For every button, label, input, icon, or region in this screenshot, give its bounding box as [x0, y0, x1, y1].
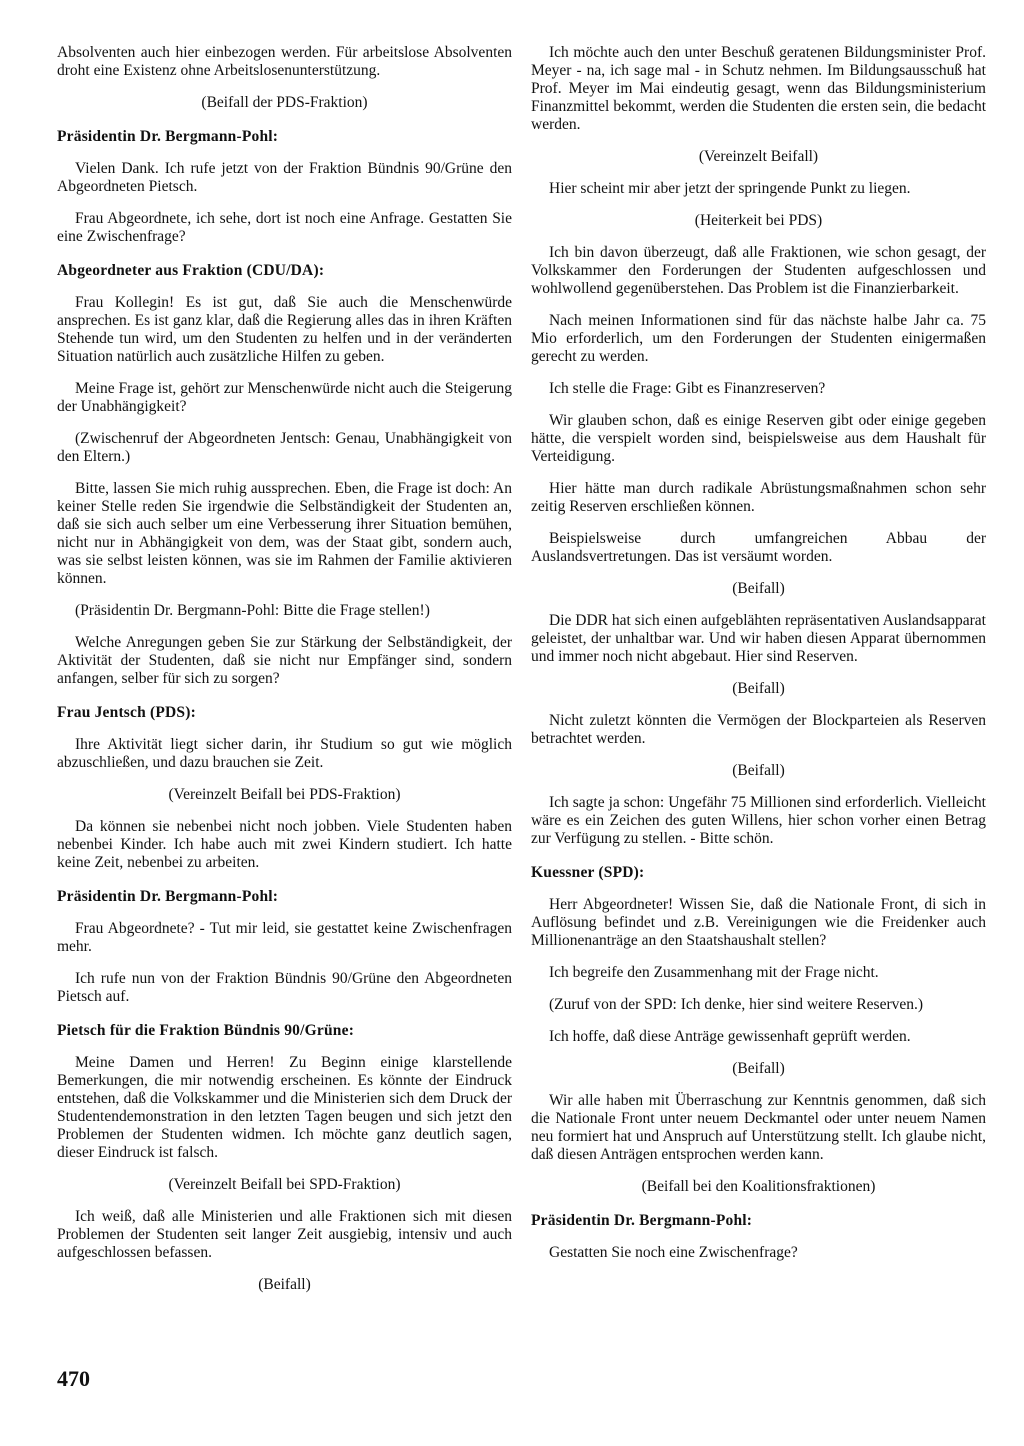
page-number: 470 — [57, 1366, 90, 1391]
paragraph: Meine Frage ist, gehört zur Menschenwürde nicht auch die Steigerung der Unabhängigkeit? — [57, 380, 512, 415]
interjection: (Beifall der PDS-Fraktion) — [201, 94, 368, 111]
speaker-heading: Präsidentin Dr. Bergmann-Pohl: — [57, 128, 279, 145]
interjection: (Beifall bei den Koalitionsfraktionen) — [641, 1178, 876, 1195]
paragraph: (Präsidentin Dr. Bergmann-Pohl: Bitte die Frage stellen!) — [75, 602, 430, 619]
paragraph: Ich sagte ja schon: Ungefähr 75 Millionen sind erforderlich. Vielleicht wäre es ein Zeichen des guten Willens, hier schon vorher einen Betrag zur Verfügung zu stellen. - Bitte schön. — [531, 794, 986, 847]
speaker-heading: Präsidentin Dr. Bergmann-Pohl: — [531, 1212, 753, 1229]
paragraph: Absolventen auch hier einbezogen werden. Für arbeitslose Absolventen droht eine Existenz ohne Arbeitslosenunterstützung. — [57, 44, 512, 79]
paragraph: Ihre Aktivität liegt sicher darin, ihr Studium so gut wie möglich abzuschließen, und dazu brauchen sie Zeit. — [57, 736, 512, 771]
paragraph: Meine Damen und Herren! Zu Beginn einige klarstellende Bemerkungen, die mir notwendig erscheinen. Es könnte der Eindruck entstehen, daß die Volkskammer und die Ministerien sich dem Druck der Studentendemonstration in den letzten Tagen beugen und sich jetzt den Problemen der Studenten widmen. Ich möchte ganz deutlich sagen, dieser Eindruck ist falsch. — [57, 1054, 512, 1161]
paragraph: Die DDR hat sich einen aufgeblähten repräsentativen Auslandsapparat geleistet, der unhaltbar war. Und wir haben diesen Apparat übernommen und immer noch nicht abgebaut. Hier sind Reserven. — [531, 612, 986, 665]
right-column — [531, 44, 986, 1276]
paragraph: Welche Anregungen geben Sie zur Stärkung der Selbständigkeit, der Aktivität der Studenten, daß sie nicht nur Empfänger sind, sondern anfangen, selber für sich zu sorgen? — [57, 634, 512, 687]
speaker-heading: Frau Jentsch (PDS): — [57, 704, 196, 721]
paragraph: Da können sie nebenbei nicht noch jobben. Viele Studenten haben nebenbei Kinder. Ich habe auch mit zwei Kindern studiert. Ich hatte keine Zeit, nebenbei zu arbeiten. — [57, 818, 512, 871]
paragraph: Bitte, lassen Sie mich ruhig aussprechen. Eben, die Frage ist doch: An keiner Stelle reden Sie irgendwie die Selbständigkeit der Studenten an, daß sie sich auch selber um eine Verbesserung ihrer Situation bemühen, nicht nur in Abhängigkeit von dem, was der Staat gibt, sondern auch, was sie selbst leisten können, was sie im Rahmen der Familie aktivieren können. — [57, 480, 512, 587]
paragraph: Beispielsweise durch umfangreichen Abbau der Auslandsvertretungen. Das ist versäumt worden. — [531, 530, 986, 565]
interjection: (Beifall) — [732, 762, 785, 779]
interjection: (Vereinzelt Beifall) — [698, 148, 819, 165]
interjection: (Beifall) — [732, 580, 785, 597]
speaker-heading: Pietsch für die Fraktion Bündnis 90/Grüne: — [57, 1022, 355, 1039]
interjection: (Beifall) — [258, 1276, 311, 1293]
speaker-heading: Präsidentin Dr. Bergmann-Pohl: — [57, 888, 279, 905]
paragraph: Ich bin davon überzeugt, daß alle Fraktionen, wie schon gesagt, der Volkskammer den Forderungen der Studenten aufgeschlossen und wohlwollend gegenüberstehen. Das Problem ist die Finanzierbarkeit. — [531, 244, 986, 297]
paragraph: Wir glauben schon, daß es einige Reserven gibt oder einige gegeben hätte, die verspielt worden sind, beispielsweise aus dem Haushalt für Verteidigung. — [531, 412, 986, 465]
paragraph: Hier hätte man durch radikale Abrüstungsmaßnahmen schon sehr zeitig Reserven erschließen können. — [531, 480, 986, 515]
interjection: (Beifall) — [732, 1060, 785, 1077]
paragraph: Ich rufe nun von der Fraktion Bündnis 90/Grüne den Abgeordneten Pietsch auf. — [57, 970, 512, 1005]
paragraph: Nicht zuletzt könnten die Vermögen der Blockparteien als Reserven betrachtet werden. — [531, 712, 986, 747]
paragraph: Ich stelle die Frage: Gibt es Finanzreserven? — [549, 380, 826, 397]
interjection: (Beifall) — [732, 680, 785, 697]
paragraph: Wir alle haben mit Überraschung zur Kenntnis genommen, daß sich die Nationale Front unter neuem Deckmantel oder unter neuem Namen neu formiert hat und Anspruch auf Unterstützung stellt. Ich glaube nicht, daß diesen Anträgen entsprochen werden kann. — [531, 1092, 986, 1163]
paragraph: (Zwischenruf der Abgeordneten Jentsch: Genau, Unabhängigkeit von den Eltern.) — [57, 430, 512, 465]
paragraph: Nach meinen Informationen sind für das nächste halbe Jahr ca. 75 Mio erforderlich, um den Forderungen der Studenten einigermaßen gerecht zu werden. — [531, 312, 986, 365]
interjection: (Vereinzelt Beifall bei SPD-Fraktion) — [168, 1176, 401, 1193]
paragraph: Frau Abgeordnete, ich sehe, dort ist noch eine Anfrage. Gestatten Sie eine Zwischenfrage? — [57, 210, 512, 245]
paragraph: Ich hoffe, daß diese Anträge gewissenhaft geprüft werden. — [549, 1028, 911, 1045]
interjection: (Heiterkeit bei PDS) — [694, 212, 823, 229]
paragraph: Gestatten Sie noch eine Zwischenfrage? — [549, 1244, 798, 1261]
paragraph: Frau Abgeordnete? - Tut mir leid, sie gestattet keine Zwischenfragen mehr. — [57, 920, 512, 955]
paragraph: Hier scheint mir aber jetzt der springende Punkt zu liegen. — [549, 180, 911, 197]
paragraph: Ich möchte auch den unter Beschuß geratenen Bildungsminister Prof. Meyer - na, ich sage mal - in Schutz nehmen. Im Bildungsausschuß hat Prof. Meyer im Mai eindeutig gesagt, wenn das Bildungsministerium Finanzmittel bekommt, werden die Studenten die ersten sein, die bedacht werden. — [531, 44, 986, 133]
paragraph: Frau Kollegin! Es ist gut, daß Sie auch die Menschenwürde ansprechen. Es ist ganz klar, daß die Regierung alles das in ihren Kräften Stehende tun wird, um den Studenten zu helfen und in der veränderten Situation natürlich auch zusätzliche Hilfen zu geben. — [57, 294, 512, 365]
interjection: (Vereinzelt Beifall bei PDS-Fraktion) — [168, 786, 401, 803]
paragraph: (Zuruf von der SPD: Ich denke, hier sind weitere Reserven.) — [549, 996, 924, 1013]
speaker-heading: Abgeordneter aus Fraktion (CDU/DA): — [57, 262, 325, 279]
paragraph: Ich begreife den Zusammenhang mit der Frage nicht. — [549, 964, 879, 981]
paragraph: Vielen Dank. Ich rufe jetzt von der Fraktion Bündnis 90/Grüne den Abgeordneten Pietsch. — [57, 160, 512, 195]
speaker-heading: Kuessner (SPD): — [531, 864, 645, 881]
paragraph: Ich weiß, daß alle Ministerien und alle Fraktionen sich mit diesen Problemen der Studenten seit langer Zeit ausgiebig, intensiv und auch aufgeschlossen befassen. — [57, 1208, 512, 1261]
left-column — [57, 44, 512, 1308]
paragraph: Herr Abgeordneter! Wissen Sie, daß die Nationale Front, di sich in Auflösung befindet und z.B. Vereinigungen wie die Freidenker auch Millionenanträge an den Staatshaushalt stellen? — [531, 896, 986, 949]
